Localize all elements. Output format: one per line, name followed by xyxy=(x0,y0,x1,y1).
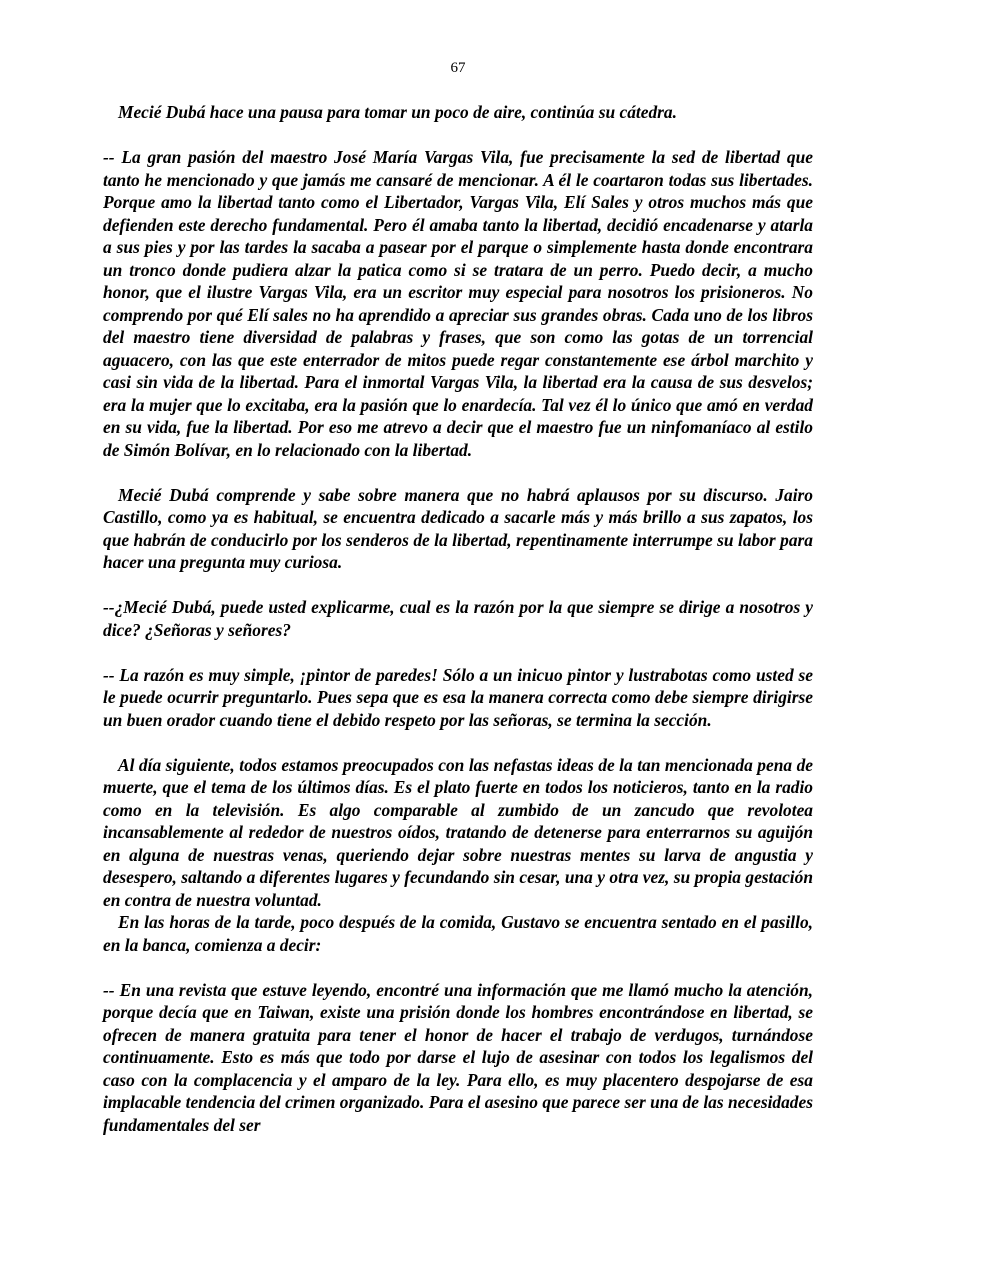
narration-paragraph: Mecié Dubá comprende y sabe sobre manera que no habrá aplausos por su discurso. Jairo Castillo, como ya es habitual, se encuentra dedicado a sacarle más y más brillo a sus zapatos, los que habrán de conducirlo por los senderos de la libertad, repentinamente interrumpe su labor para hacer una pregunta muy curiosa. xyxy=(103,484,813,572)
page-body xyxy=(103,101,813,1136)
paragraph-spacer xyxy=(103,641,813,664)
narration-paragraph: Mecié Dubá hace una pausa para tomar un poco de aire, continúa su cátedra. xyxy=(118,102,677,122)
narration-paragraph: En las horas de la tarde, poco después de la comida, Gustavo se encuentra sentado en el pasillo, en la banca, comienza a decir: xyxy=(103,912,813,955)
dialogue-paragraph: -- En una revista que estuve leyendo, encontré una información que me llamó mucho la atención, porque decía que en Taiwan, existe una prisión donde los hombres encontrándose en libertad, se ofrecen de manera gratuita para tener el honor de hacer el trabajo de verdugos, turnándose continuamente. Esto es más que todo por darse el lujo de asesinar con todos los legalismos del caso con la complacencia y el amparo de la ley. Para ello, es muy placentero despojarse de esa implacable tendencia del crimen organizado. Para el asesino que parece ser una de las necesidades fundamentales del ser xyxy=(103,979,813,1135)
paragraph-spacer xyxy=(103,124,813,147)
paragraph-spacer xyxy=(103,731,813,754)
page-number: 67 xyxy=(450,60,466,76)
paragraph-spacer xyxy=(103,574,813,597)
narration-paragraph: Al día siguiente, todos estamos preocupados con las nefastas ideas de la tan mencionada pena de muerte, que el tema de los últimos días. Es el plato fuerte en todos los noticieros, tanto en la radio como en la televisión. Es algo comparable al zumbido de un zancudo que revolotea incansablemente al rededor de nuestros oídos, tratando de detenerse para enterrarnos su aguijón en alguna de nuestras venas, queriendo dejar sobre nuestras mentes su larva de angustia y desespero, saltando a diferentes lugares y fecundando sin cesar, una y otra vez, su propia gestación en contra de nuestra voluntad. xyxy=(103,754,813,910)
dialogue-paragraph: -- La razón es muy simple, ¡pintor de paredes! Sólo a un inicuo pintor y lustrabotas como usted se le puede ocurrir preguntarlo. Pues sepa que es esa la manera correcta como debe siempre dirigirse un buen orador cuando tiene el debido respeto por las señoras, se termina la sección. xyxy=(103,664,813,730)
paragraph-spacer xyxy=(103,461,813,484)
dialogue-paragraph: -- La gran pasión del maestro José María Vargas Vila, fue precisamente la sed de libertad que tanto he mencionado y que jamás me cansaré de mencionar. A él le coartaron todas sus libertades. Porque amo la libertad tanto como el Libertador, Vargas Vila, Elí Sales y otros muchos más que defienden este derecho fundamental. Pero él amaba tanto la libertad, decidió encadenarse y atarla a sus pies y por las tardes la sacaba a pasear por el parque o simplemente hasta donde encontrara un tronco donde pudiera alzar la patica como si se tratara de un perro. Puedo decir, a mucho honor, que el ilustre Vargas Vila, era un escritor muy especial para nosotros los prisioneros. No comprendo por qué Elí sales no ha aprendido a apreciar sus grandes obras. Cada uno de los libros del maestro tiene diversidad de palabras y frases, que son como las gotas de un torrencial aguacero, con las que este enterrador de mitos puede regar constantemente ese árbol marchito y casi sin vida de la libertad. Para el inmortal Vargas Vila, la libertad era la causa de sus desvelos; era la mujer que lo excitaba, era la pasión que lo enardecía. Tal vez él lo único que amó en verdad en su vida, fue la libertad. Por eso me atrevo a decir que el maestro fue un ninfomaníaco al estilo de Simón Bolívar, en lo relacionado con la libertad. xyxy=(103,147,813,460)
dialogue-paragraph: --¿Mecié Dubá, puede usted explicarme, cual es la razón por la que siempre se dirige a nosotros y dice? ¿Señoras y señores? xyxy=(103,597,813,640)
paragraph-spacer xyxy=(103,956,813,979)
